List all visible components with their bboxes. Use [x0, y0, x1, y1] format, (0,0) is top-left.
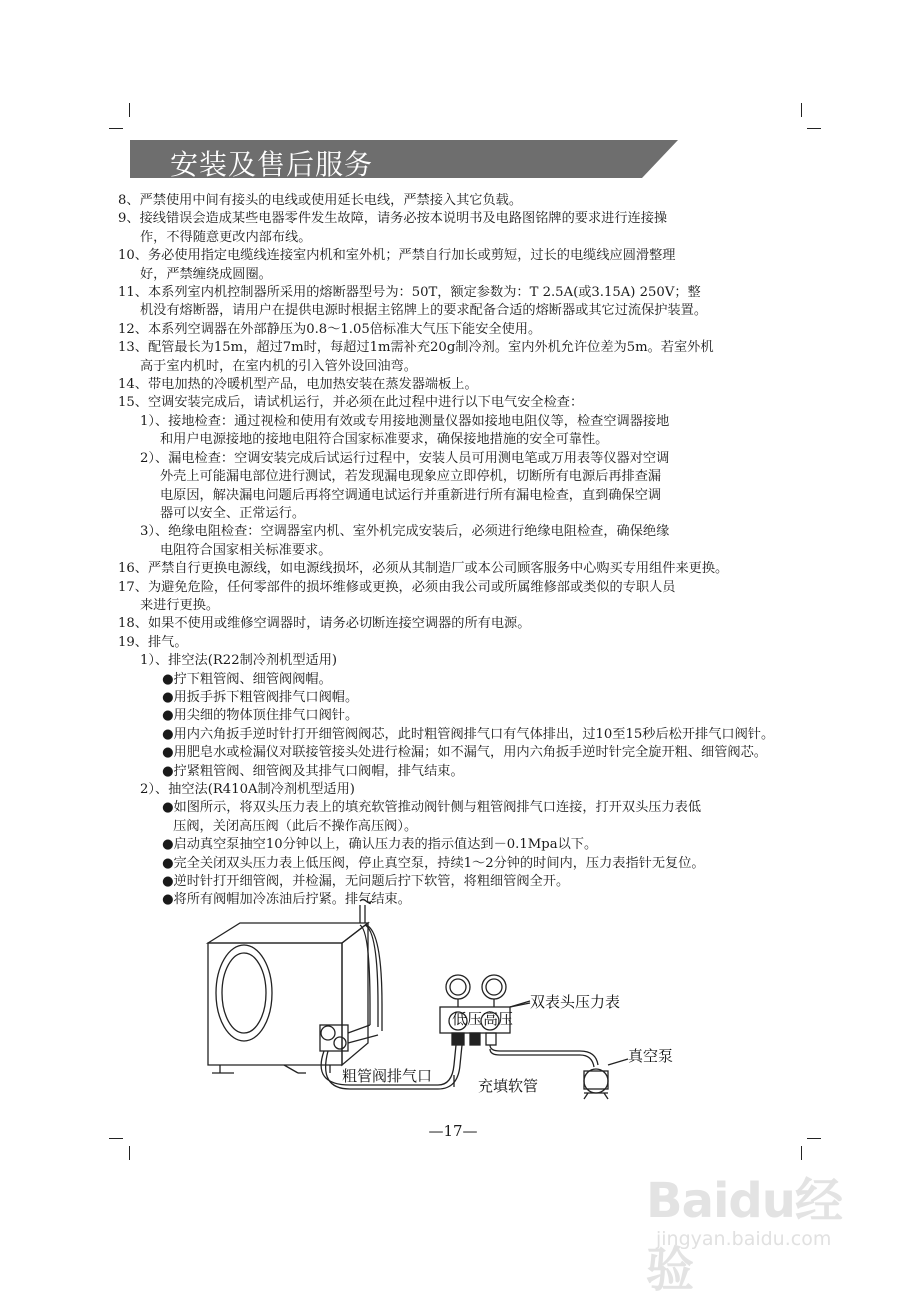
text-line: 16、严禁自行更换电源线，如电源线损坏，必须从其制造厂或本公司顾客服务中心购买专用组件来更换。 — [118, 561, 729, 577]
text-line: ●用肥皂水或检漏仪对联接管接头处进行检漏；如不漏气，用内六角扳手逆时针完全旋开粗、细管阀芯。 — [162, 745, 767, 761]
section-title: 安装及售后服务 — [170, 148, 374, 181]
text-line: 10、务必使用指定电缆线连接室内机和室外机；严禁自行加长或剪短，过长的电缆线应圆滑整理 — [118, 248, 676, 264]
label-charging-hose: 充填软管 — [478, 1077, 539, 1095]
text-line: ●如图所示，将双头压力表上的填充软管推动阀针侧与粗管阀排气口连接，打开双头压力表低 — [162, 800, 702, 816]
page-number: —17— — [428, 1122, 478, 1140]
text-line: 1）、接地检查：通过视检和使用有效或专用接地测量仪器如接地电阻仪等，检查空调器接地 — [140, 413, 670, 429]
text-line: ●用内六角扳手逆时针打开细管阀阀芯，此时粗管阀排气口有气体排出，过10至15秒后松开排气口阀针。 — [162, 726, 775, 742]
text-line: 1）、排空法(R22制冷剂机型适用) — [140, 653, 338, 669]
instruction-list — [118, 192, 798, 910]
label-suction-valve-port: 粗管阀排气口 — [342, 1067, 433, 1085]
crop-mark — [807, 128, 821, 129]
text-line: 3）、绝缘电阻检查：空调器室内机、室外机完成安装后，必须进行绝缘电阻检查，确保绝缘 — [140, 524, 670, 540]
text-line: 13、配管最长为15m，超过7m时，每超过1m需补充20g制冷剂。室内外机允许位差为5m。若室外机 — [118, 340, 714, 356]
text-line: 12、本系列空调器在外部静压为0.8～1.05倍标准大气压下能安全使用。 — [118, 321, 542, 337]
evacuation-diagram — [200, 915, 674, 1115]
service-valve-icon — [320, 1025, 378, 1051]
gauge-high-label: 高压 — [483, 1010, 514, 1028]
text-line: 15、空调安装完成后，请试机运行，并必须在此过程中进行以下电气安全检查： — [118, 395, 584, 411]
crop-mark — [801, 103, 802, 117]
crop-mark — [129, 1146, 130, 1160]
text-line: ●逆时针打开细管阀，并检漏，无问题后拧下软管，将粗细管阀全开。 — [162, 874, 570, 890]
text-line: 外壳上可能漏电部位进行测试，若发现漏电现象应立即停机，切断所有电源后再排查漏 — [160, 469, 662, 485]
crop-mark — [129, 103, 130, 117]
text-line: 电原因，解决漏电问题后再将空调通电试运行并重新进行所有漏电检查，直到确保空调 — [160, 487, 662, 503]
text-line: 2）、漏电检查：空调安装完成后试运行过程中，安装人员可用测电笔或万用表等仪器对空调 — [140, 450, 670, 466]
text-line: 18、如果不使用或维修空调器时，请务必切断连接空调器的所有电源。 — [118, 616, 531, 632]
text-line: 电阻符合国家相关标准要求。 — [160, 542, 332, 558]
crop-mark — [109, 128, 123, 129]
label-vacuum-pump: 真空泵 — [628, 1047, 674, 1065]
text-line: 19、排气。 — [118, 634, 188, 650]
text-line: ●拧紧粗管阀、细管阀及其排气口阀帽，排气结束。 — [162, 763, 464, 779]
text-line: 好，严禁缠绕成圆圈。 — [140, 266, 272, 282]
watermark-logo: Baidu经验 — [646, 1173, 842, 1298]
text-line: ●启动真空泵抽空10分钟以上，确认压力表的指示值达到－0.1Mpa以下。 — [162, 837, 598, 853]
vacuum-pump-icon — [584, 1069, 608, 1099]
text-line: 作，不得随意更改内部布线。 — [140, 229, 312, 245]
text-line: ●拧下粗管阀、细管阀阀帽。 — [162, 671, 332, 687]
text-line: ●用扳手拆下粗管阀排气口阀帽。 — [162, 689, 359, 705]
text-line: 14、带电加热的冷暖机型产品，电加热安装在蒸发器端板上。 — [118, 377, 478, 393]
text-line: 器可以安全、正常运行。 — [160, 505, 306, 521]
text-line: 8、严禁使用中间有接头的电线或使用延长电线，严禁接入其它负载。 — [118, 193, 523, 208]
text-line: ●用尖细的物体顶住排气口阀针。 — [162, 708, 359, 724]
text-line: 压阀，关闭高压阀（此后不操作高压阀）。 — [160, 818, 418, 834]
text-line: 9、接线错误会造成某些电器零件发生故障，请务必按本说明书及电路图铭牌的要求进行连接操 — [118, 211, 668, 227]
text-line: 机没有熔断器，请用户在提供电源时根据主铭牌上的要求配备合适的熔断器或其它过流保护装置。 — [140, 303, 708, 319]
text-line: 17、为避免危险，任何零部件的损坏维修或更换，必须由我公司或所属维修部或类似的专职人员 — [118, 579, 676, 595]
gauge-low-label: 低压 — [452, 1010, 483, 1028]
text-line: 来进行更换。 — [140, 597, 220, 613]
baidu-watermark — [642, 1150, 862, 1298]
refrigerant-pipes-icon — [360, 900, 382, 1032]
text-line: ●将所有阀帽加冷冻油后拧紧。排气结束。 — [162, 892, 411, 908]
section-banner — [130, 140, 678, 181]
watermark-url: jingyan.baidu.com — [656, 1228, 832, 1250]
text-line: 和用户电源接地的接地电阻符合国家标准要求，确保接地措施的安全可靠性。 — [160, 432, 609, 448]
label-dual-gauge: 双表头压力表 — [530, 993, 621, 1011]
text-line: 11、本系列室内机控制器所采用的熔断器型号为：50T，额定参数为：T 2.5A(或3.15A) 250V；整 — [118, 285, 701, 301]
text-line: ●完全关闭双头压力表上低压阀，停止真空泵，持续1～2分钟的时间内，压力表指针无复位。 — [162, 855, 705, 871]
text-line: 高于室内机时，在室内机的引入管外设回油弯。 — [140, 358, 417, 374]
text-line: 2）、抽空法(R410A制冷剂机型适用) — [140, 782, 355, 797]
